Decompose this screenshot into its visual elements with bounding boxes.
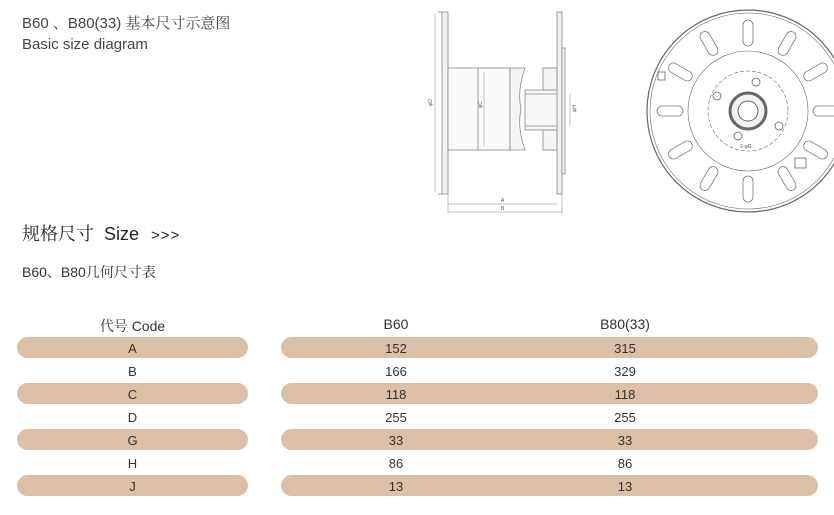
barrel — [448, 68, 510, 150]
cell-b80: 329 — [614, 364, 636, 379]
cell-code: C — [127, 387, 138, 402]
hub — [510, 68, 525, 150]
table-row — [0, 429, 834, 450]
cell-b80: 33 — [617, 433, 633, 448]
center-bore — [738, 101, 758, 121]
cable-exit-slot-top — [658, 72, 665, 80]
cell-code: A — [128, 341, 137, 356]
column-header-code: 代号 Code — [99, 318, 166, 334]
section-heading-en: Size — [104, 224, 140, 244]
cell-b60: 13 — [388, 479, 404, 494]
cell-code: G — [127, 433, 138, 448]
column-header-b60: B60 — [383, 316, 409, 332]
cell-b60: 33 — [388, 433, 404, 448]
label-phi-c: φC — [478, 101, 484, 108]
table-row — [0, 406, 834, 427]
cell-b80: 255 — [614, 410, 636, 425]
table-row — [0, 475, 834, 496]
section-heading-cn: 规格尺寸 — [22, 224, 94, 244]
label-a: A — [501, 198, 505, 204]
table-row — [0, 452, 834, 473]
cell-b80: 13 — [617, 479, 633, 494]
cell-b60: 166 — [385, 364, 407, 379]
cell-code: H — [127, 456, 138, 471]
section-heading-arrows: >>> — [151, 227, 181, 244]
cell-b80: 86 — [617, 456, 633, 471]
cell-code: B — [128, 364, 137, 379]
section-heading — [22, 220, 180, 246]
column-header-b80: B80(33) — [600, 316, 650, 332]
diagram-title-english: Basic size diagram — [22, 36, 148, 53]
cell-code: D — [127, 410, 138, 425]
table-row — [0, 383, 834, 404]
cell-b60: 152 — [385, 341, 407, 356]
cable-exit-slot-bottom — [795, 158, 806, 168]
table-row — [0, 337, 834, 358]
cell-b60: 118 — [385, 387, 407, 402]
left-flange — [442, 12, 448, 194]
table-row — [0, 360, 834, 381]
label-b: B — [501, 206, 505, 212]
table-subtitle: B60、B80几何尺寸表 — [22, 264, 156, 280]
cell-b80: 118 — [614, 387, 636, 402]
spool-side-view-drawing — [425, 8, 585, 216]
cell-b60: 86 — [388, 456, 404, 471]
label-phi-d: φD — [428, 99, 434, 106]
diagram-title-chinese: B60 、B80(33) 基本尺寸示意图 — [22, 15, 231, 32]
cell-b80: 315 — [614, 341, 636, 356]
label-phi-h: φH — [572, 105, 578, 112]
spool-front-view-drawing — [628, 8, 834, 214]
cell-b60: 255 — [385, 410, 407, 425]
right-flange — [557, 12, 562, 194]
label-g: 2-φG — [740, 144, 752, 150]
cell-code: J — [129, 479, 136, 494]
